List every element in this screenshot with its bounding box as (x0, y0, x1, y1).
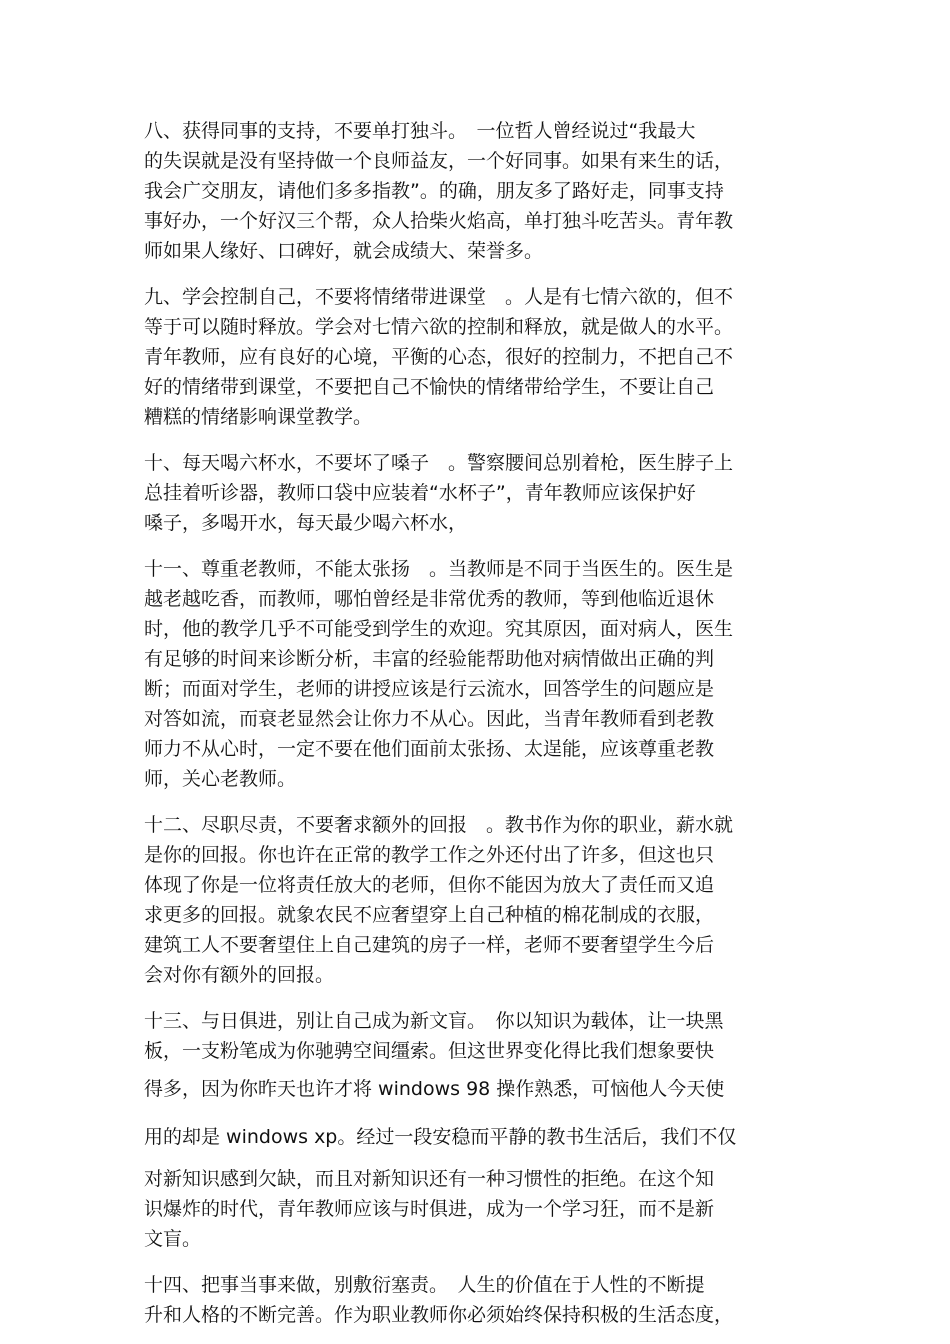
text-line: 等于可以随时释放。学会对七情六欲的控制和释放，就是做人的水平。 (144, 316, 734, 338)
text-line: 八、获得同事的支持，不要单打独斗。 一位哲人曾经说过“我最大 (144, 120, 696, 142)
text-line: 求更多的回报。就象农民不应奢望穿上自己种植的棉花制成的衣服， (144, 904, 715, 926)
text-line: 十三、与日俱进，别让自己成为新文盲。 你以知识为载体，让一块黑 (144, 1010, 724, 1032)
text-line: 用的却是 windows xp。经过一段安稳而平静的教书生活后，我们不仅 (144, 1126, 737, 1148)
text-line: 断；而面对学生，老师的讲授应该是行云流水，回答学生的问题应是 (144, 678, 715, 700)
text-line: 糟糕的情绪影响课堂教学。 (144, 406, 373, 428)
text-line: 有足够的时间来诊断分析，丰富的经验能帮助他对病情做出正确的判 (144, 648, 715, 670)
text-line: 九、学会控制自己，不要将情绪带进课堂 。人是有七情六欲的，但不 (144, 286, 734, 308)
text-line: 十二、尽职尽责，不要奢求额外的回报 。教书作为你的职业，薪水就 (144, 814, 734, 836)
text-line: 对新知识感到欠缺，而且对新知识还有一种习惯性的拒绝。在这个知 (144, 1168, 715, 1190)
text-line: 十、每天喝六杯水，不要坏了嗓子 。警察腰间总别着枪，医生脖子上 (144, 452, 734, 474)
text-line: 师力不从心时，一定不要在他们面前太张扬、太逞能，应该尊重老教 (144, 738, 715, 760)
text-line: 师，关心老教师。 (144, 768, 297, 790)
text-line: 事好办，一个好汉三个帮，众人拾柴火焰高，单打独斗吃苦头。青年教 (144, 210, 734, 232)
text-line: 文盲。 (144, 1228, 202, 1250)
text-line: 升和人格的不断完善。作为职业教师你必须始终保持积极的生活态度， (144, 1304, 734, 1326)
text-line: 的失误就是没有坚持做一个良师益友，一个好同事。如果有来生的话， (144, 150, 734, 172)
text-line: 十一、尊重老教师，不能太张扬 。当教师是不同于当医生的。医生是 (144, 558, 734, 580)
text-line: 得多，因为你昨天也许才将 windows 98 操作熟悉，可恼他人今天使 (144, 1078, 725, 1100)
text-line: 总挂着听诊器，教师口袋中应装着“水杯子”，青年教师应该保护好 (144, 482, 696, 504)
text-line: 嗓子，多喝开水，每天最少喝六杯水， (144, 512, 468, 534)
text-line: 建筑工人不要奢望住上自己建筑的房子一样，老师不要奢望学生今后 (144, 934, 715, 956)
text-line: 体现了你是一位将责任放大的老师，但你不能因为放大了责任而又追 (144, 874, 715, 896)
text-line: 好的情绪带到课堂，不要把自己不愉快的情绪带给学生，不要让自己 (144, 376, 715, 398)
text-line: 十四、把事当事来做，别敷衍塞责。 人生的价值在于人性的不断提 (144, 1274, 705, 1296)
text-line: 青年教师，应有良好的心境，平衡的心态，很好的控制力，不把自己不 (144, 346, 734, 368)
text-line: 越老越吃香，而教师，哪怕曾经是非常优秀的教师，等到他临近退休 (144, 588, 715, 610)
text-line: 我会广交朋友，请他们多多指教”。的确，朋友多了路好走，同事支持 (144, 180, 724, 202)
text-line: 师如果人缘好、口碑好，就会成绩大、荣誉多。 (144, 240, 544, 262)
text-line: 识爆炸的时代，青年教师应该与时俱进，成为一个学习狂，而不是新 (144, 1198, 715, 1220)
text-line: 时，他的教学几乎不可能受到学生的欢迎。究其原因，面对病人，医生 (144, 618, 734, 640)
text-line: 会对你有额外的回报。 (144, 964, 335, 986)
text-line: 对答如流，而衰老显然会让你力不从心。因此，当青年教师看到老教 (144, 708, 715, 730)
text-line: 板，一支粉笔成为你驰骋空间缰索。但这世界变化得比我们想象要快 (144, 1040, 715, 1062)
text-line: 是你的回报。你也许在正常的教学工作之外还付出了许多，但这也只 (144, 844, 715, 866)
